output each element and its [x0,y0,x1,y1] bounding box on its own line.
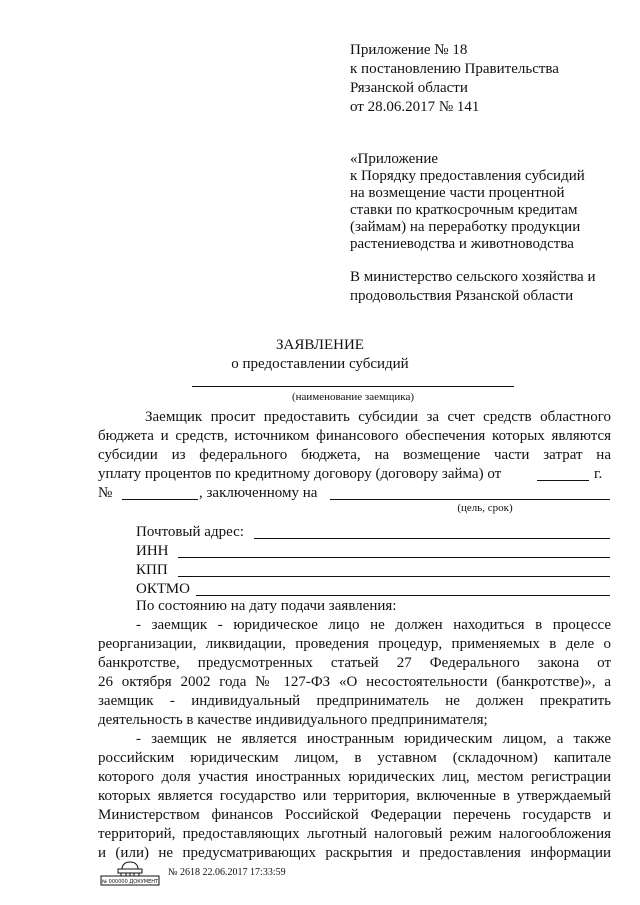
condition2-line-6: территорий, предоставляющих льготный налоговый режим налогообложения [98,826,611,842]
contract-date-line [537,480,589,481]
annex2-line-2: к Порядку предоставления субсидий [350,168,585,184]
annex2-line-4: ставки по краткосрочным кредитам [350,202,578,218]
condition2-line-7: и (или) не предусматривающих раскрытия и предоставления информации [98,845,611,861]
oktmo-line [196,595,610,596]
stamp-text: № 000000 ДОКУМЕНТ [101,879,159,885]
condition2-line-2: российским юридическим лицом, в уставном (складочном) капитале [98,750,611,766]
condition1-line-5: заемщик - индивидуальный предприниматель не должен прекратить [98,693,611,709]
condition2-line-3: которого доля участия иностранных юридических лиц, местом регистрации [98,769,611,785]
annex-line-3: Рязанской области [350,80,468,96]
contract-number-line [122,499,198,500]
annex2-line-1: «Приложение [350,151,439,167]
body-line-4b: г. [594,466,603,482]
postal-address-line [254,538,610,539]
kpp-line [178,576,610,577]
oktmo-label: ОКТМО [136,581,190,597]
registry-stamp-icon [100,860,160,886]
annex-line-2: к постановлению Правительства [350,61,559,77]
condition1-line-3: банкротстве, предусмотренных статьей 27 Федерального закона от [98,655,611,671]
registration-number: № 2618 22.06.2017 17:33:59 [168,867,286,878]
body-line-3: субсидии из федерального бюджета, на возмещение части затрат на [98,447,611,463]
document-title: ЗАЯВЛЕНИЕ [276,337,364,353]
borrower-name-line [192,386,514,387]
inn-line [178,557,610,558]
annex-line-1: Приложение № 18 [350,42,468,58]
purpose-caption: (цель, срок) [457,502,513,514]
condition2-line-4: которых является государство или территория, включенные в утверждаемый [98,788,611,804]
annex-line-4: от 28.06.2017 № 141 [350,99,480,115]
annex2-line-5: (займам) на переработку продукции [350,219,581,235]
condition1-line-2: реорганизации, ликвидации, проведения процедур, применяемых в деле о [98,636,611,652]
postal-address-label: Почтовый адрес: [136,524,244,540]
conditions-intro: По состоянию на дату подачи заявления: [136,598,397,614]
body-line-5a: № [98,485,113,501]
body-line-4a: уплату процентов по кредитному договору (договору займа) от [98,466,502,482]
annex2-line-3: на возмещение части процентной [350,185,565,201]
body-line-2: бюджета и средств, источником финансового обеспечения которых являются [98,428,611,444]
body-line-1: Заемщик просит предоставить субсидии за счет средств областного [145,409,611,425]
borrower-caption: (наименование заемщика) [291,391,415,403]
condition1-line-4: 26 октября 2002 года № 127-ФЗ «О несостоятельности (банкротстве)», а [98,674,611,690]
condition2-line-1: - заемщик не является иностранным юридическим лицом, а также [136,731,611,747]
addressee-line-1: В министерство сельского хозяйства и [350,269,596,285]
kpp-label: КПП [136,562,168,578]
annex2-line-6: растениеводства и животноводства [350,236,574,252]
body-line-5b: , заключенному на [199,485,318,501]
condition2-line-5: Министерством финансов Российской Федерации перечень государств и [98,807,611,823]
registration-footer [100,860,286,886]
document-subtitle: о предоставлении субсидий [231,356,409,372]
purpose-line [330,499,610,500]
condition1-line-6: деятельность в качестве индивидуального предпринимателя; [98,712,488,728]
inn-label: ИНН [136,543,169,559]
condition1-line-1: - заемщик - юридическое лицо не должен находиться в процессе [136,617,611,633]
addressee-line-2: продовольствия Рязанской области [350,288,574,304]
